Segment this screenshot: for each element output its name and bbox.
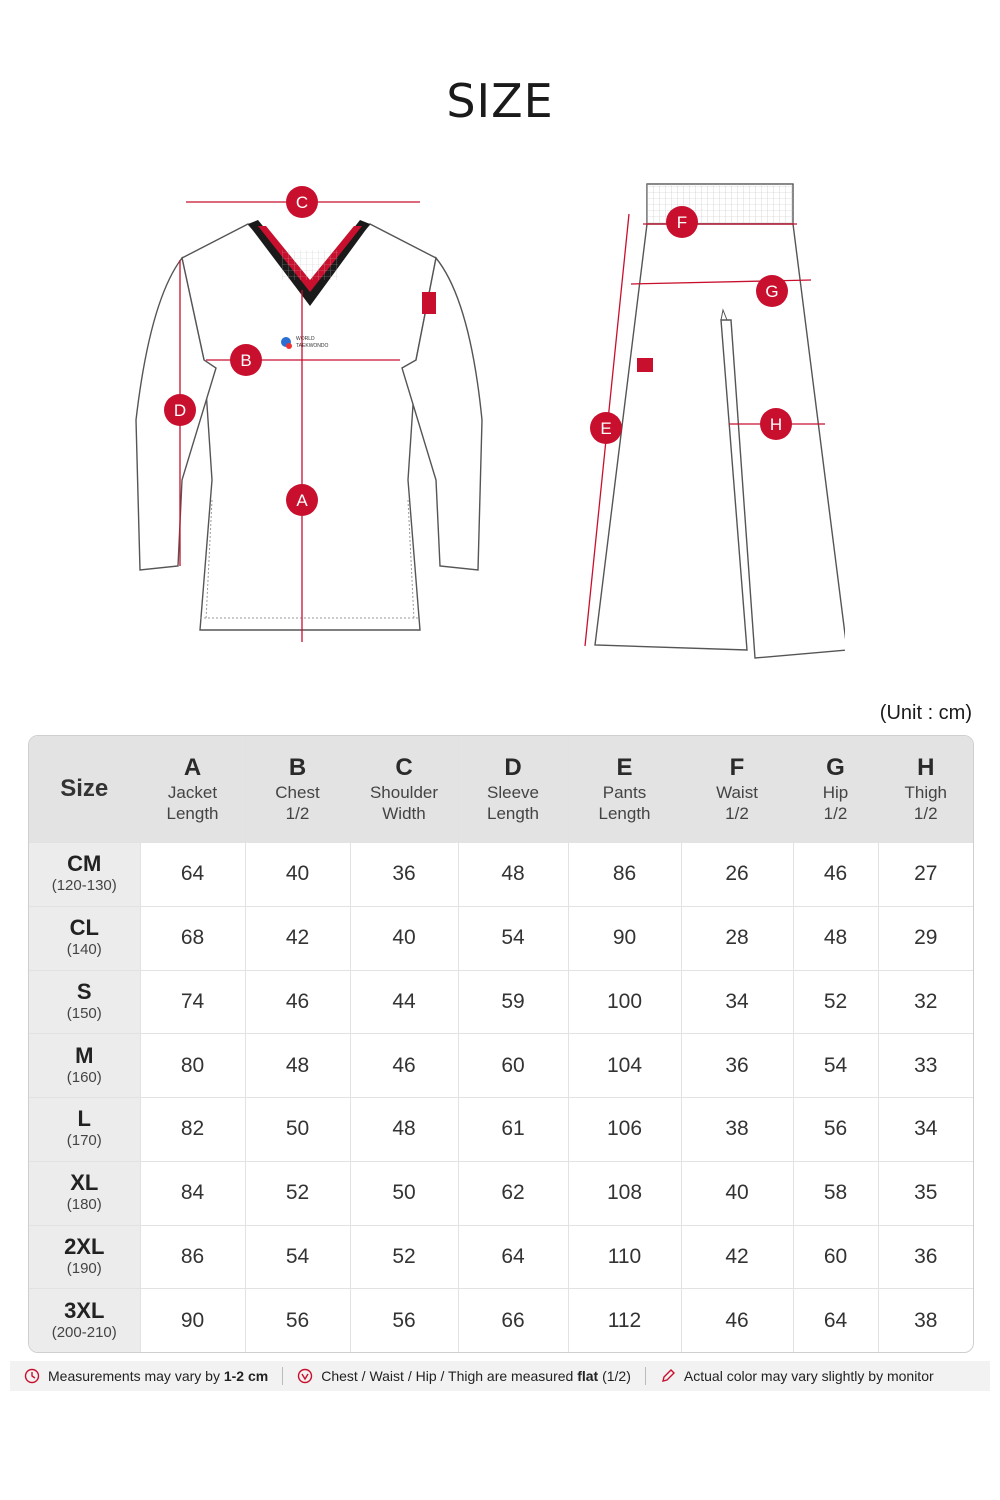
measurement-cell: 61 [458,1098,568,1162]
pencil-icon [660,1368,676,1384]
heart-check-icon [297,1368,313,1384]
column-header-h: H Thigh 1/2 [878,736,973,843]
measurement-cell: 60 [793,1225,878,1289]
measurement-cell: 32 [878,970,973,1034]
measurement-cell: 59 [458,970,568,1034]
measurement-cell: 50 [350,1161,458,1225]
svg-text:E: E [600,419,612,438]
measurement-cell: 52 [350,1225,458,1289]
measurement-cell: 38 [914,1308,938,1332]
measurement-cell: 46 [681,1289,793,1352]
measurement-cell: 56 [245,1289,350,1352]
marker-g [756,275,788,307]
note-flat-measurement: Chest / Waist / Hip / Thigh are measured flat (1/2) [283,1368,645,1384]
table-row [29,970,973,1034]
measurement-cell: 44 [350,970,458,1034]
page-title: SIZE [446,74,554,128]
footer-notes [10,1361,990,1391]
size-cell [29,970,140,1034]
column-header-g: G Hip 1/2 [793,736,878,843]
measurement-cell: 40 [681,1161,793,1225]
size-cell [29,906,140,970]
measurement-cell: 86 [140,1225,245,1289]
size-cell [29,1289,140,1352]
measurement-cell: 68 [140,906,245,970]
note-color-variance: Actual color may vary slightly by monitor [646,1368,948,1384]
measurement-cell: 64 [458,1225,568,1289]
measurement-cell: 48 [458,843,568,907]
note-measurement-variance: Measurements may vary by 1-2 cm [10,1368,282,1384]
measurement-cell: 35 [878,1161,973,1225]
measurement-cell: 60 [458,1034,568,1098]
size-name: L [77,1106,91,1132]
measurement-cell: 86 [568,843,681,907]
measurement-cell: 38 [681,1098,793,1162]
svg-text:H: H [769,415,783,434]
measurement-cell: 46 [245,970,350,1034]
measurement-cell: 27 [878,843,973,907]
size-height: (140) [66,941,102,959]
measurement-cell: 90 [140,1289,245,1352]
svg-text:F: F [676,213,688,232]
measurement-cell: 54 [793,1034,878,1098]
measurement-cell: 62 [458,1161,568,1225]
svg-text:A: A [296,491,308,510]
measurement-cell: 46 [793,843,878,907]
measurement-cell: 50 [245,1098,350,1162]
measurement-cell: 29 [878,906,973,970]
svg-text:G: G [765,282,779,301]
size-height: (190) [66,1259,102,1277]
size-height: (160) [66,1068,102,1086]
column-header-c: C Shoulder Width [350,736,458,843]
measurement-cell: 106 [568,1098,681,1162]
size-height: (150) [66,1004,102,1022]
pants-diagram [575,180,845,660]
size-name: M [75,1042,94,1068]
size-cell [29,1034,140,1098]
measurement-cell: 80 [140,1034,245,1098]
measurement-cell: 82 [140,1098,245,1162]
measurement-cell: 112 [568,1289,681,1352]
unit-label: (Unit : cm) [879,702,972,724]
measurement-cell: 58 [793,1161,878,1225]
column-header-f: F Waist 1/2 [681,736,793,843]
size-name: CL [69,915,99,941]
size-name: 2XL [64,1233,105,1259]
table-row [29,1098,973,1162]
table-row [29,843,973,907]
table-row [29,1225,973,1289]
measurement-cell: 56 [793,1098,878,1162]
measurement-cell: 33 [878,1034,973,1098]
column-header-b: B Chest 1/2 [245,736,350,843]
marker-c [286,186,318,218]
size-height: (180) [66,1196,102,1214]
table-row [29,1289,973,1352]
column-header-e: E Pants Length [568,736,681,843]
marker-b [230,344,262,376]
column-header-a: A Jacket Length [140,736,245,843]
measurement-cell: 90 [568,906,681,970]
sleeve-logo [422,292,436,314]
table-row [29,1161,973,1225]
table-row [29,906,973,970]
measurement-cell: 108 [568,1161,681,1225]
clock-icon [24,1368,40,1384]
svg-text:B: B [240,351,252,370]
size-header: Size [29,736,140,843]
measurement-cell: 64 [793,1289,878,1352]
svg-text:D: D [173,401,187,420]
size-name: S [76,978,92,1004]
measurement-cell: 42 [681,1225,793,1289]
measurement-cell: 54 [458,906,568,970]
marker-a [286,484,318,516]
size-name: CM [67,851,102,877]
measurement-cell: 36 [681,1034,793,1098]
measurement-cell: 42 [245,906,350,970]
measurement-cell: 48 [793,906,878,970]
size-table [28,735,974,1353]
marker-h [760,408,792,440]
svg-text:WORLD: WORLD [296,336,315,342]
svg-text:TAEKWONDO: TAEKWONDO [296,343,329,349]
measurement-cell: 34 [681,970,793,1034]
jacket-diagram [120,180,500,650]
pants-logo [637,358,653,372]
size-name: XL [70,1170,99,1196]
measurement-cell: 34 [878,1098,973,1162]
measurement-cell: 28 [681,906,793,970]
measurement-cell: 104 [568,1034,681,1098]
column-header-d: D Sleeve Length [458,736,568,843]
measurement-cell: 48 [350,1098,458,1162]
table-header-row [29,736,973,843]
measurement-cell: 46 [350,1034,458,1098]
measurement-cell: 52 [245,1161,350,1225]
size-cell [29,1225,140,1289]
measurement-cell: 100 [568,970,681,1034]
marker-f [666,206,698,238]
measurement-cell: 36 [350,843,458,907]
size-name: 3XL [64,1297,105,1323]
measurement-cell: 54 [245,1225,350,1289]
svg-text:C: C [295,193,309,212]
measurement-cell: 40 [245,843,350,907]
size-cell [29,1161,140,1225]
measurement-cell: 56 [350,1289,458,1352]
measurement-cell: 48 [245,1034,350,1098]
table-row [29,1034,973,1098]
measurement-cell: 74 [140,970,245,1034]
measurement-cell: 84 [140,1161,245,1225]
size-height: (170) [66,1132,102,1150]
marker-d [164,394,196,426]
measurement-cell: 40 [350,906,458,970]
measurement-cell: 110 [568,1225,681,1289]
size-cell [29,843,140,907]
size-cell [29,1098,140,1162]
measurement-cell: 64 [140,843,245,907]
size-height: (200-210) [51,1323,117,1341]
measurement-cell: 52 [793,970,878,1034]
measurement-cell: 66 [458,1289,568,1352]
measurement-cell: 26 [681,843,793,907]
measurement-cell: 36 [878,1225,973,1289]
marker-e [590,412,622,444]
size-height: (120-130) [51,877,117,895]
